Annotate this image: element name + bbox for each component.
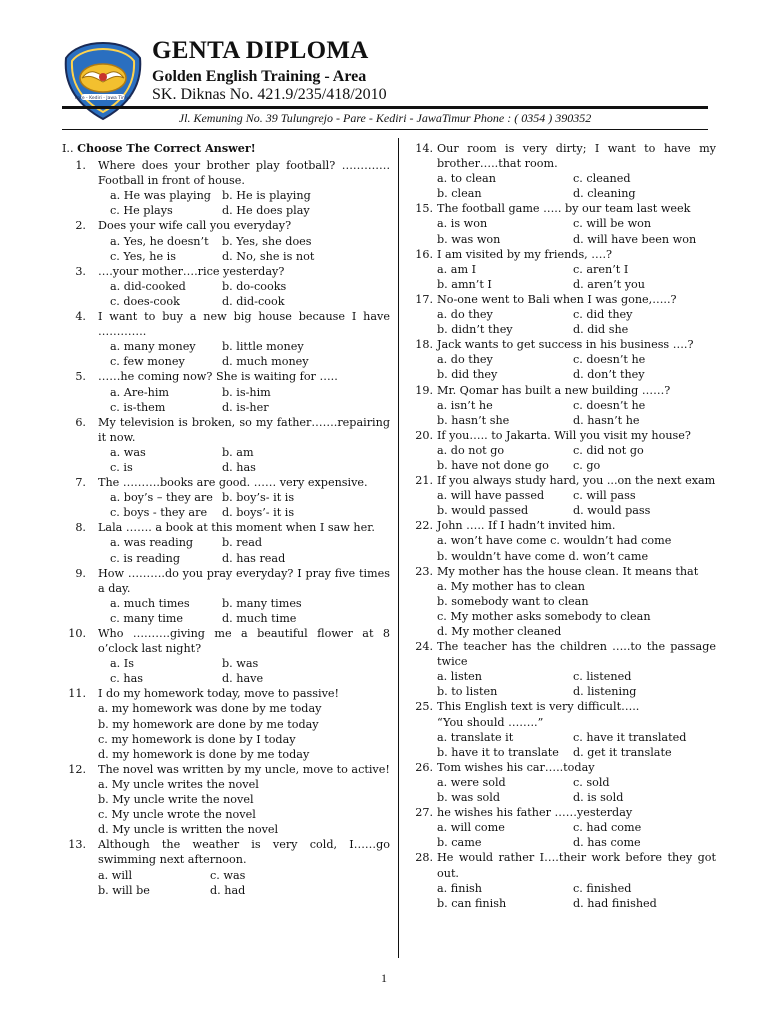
question-item: [62, 158, 390, 218]
answer-option: a. was: [110, 445, 146, 459]
question-number: 18.: [415, 338, 433, 352]
answer-option: c. is reading: [110, 551, 180, 565]
question-text: ….your mother….rice yesterday?: [98, 264, 285, 278]
answer-option: b. was: [222, 657, 259, 671]
question-row: [62, 218, 390, 233]
question-number: 9.: [75, 566, 86, 580]
answer-option: d. My uncle is written the novel: [98, 823, 279, 837]
answer-option: b. boy’s- it is: [222, 491, 295, 505]
question-number: 6.: [75, 415, 86, 429]
question-item: [62, 415, 390, 475]
question-item: [411, 639, 716, 699]
question-row: [411, 428, 716, 443]
question-text: he wishes his father ……yesterday: [437, 806, 633, 820]
right-column: [411, 141, 716, 911]
header-rule-thin: [62, 129, 708, 130]
question-item: [62, 475, 390, 520]
answer-options: [62, 385, 390, 415]
answer-option: a. do not go: [437, 443, 505, 457]
answer-option: d. would pass: [573, 504, 651, 518]
answer-option: b. was won: [437, 232, 501, 246]
answer-options: [62, 445, 390, 475]
question-number: 7.: [75, 476, 86, 490]
answer-option: a. He was playing: [110, 189, 211, 203]
question-row: [62, 837, 390, 867]
question-text: How ……….do you pray everyday? I pray five times a day.: [98, 566, 390, 595]
answer-options: [62, 490, 390, 520]
question-row: [62, 626, 390, 656]
question-row: [411, 639, 716, 669]
answer-options: [411, 730, 716, 760]
question-row: [411, 201, 716, 216]
answer-options: [411, 398, 716, 428]
answer-option: d. No, she is not: [222, 249, 315, 263]
answer-option: d. had finished: [573, 896, 657, 910]
answer-option: c. my homework is done by I today: [98, 732, 296, 746]
question-number: 8.: [75, 521, 86, 535]
question-text: Mr. Qomar has built a new building ……?: [437, 383, 671, 397]
answer-option: b. wouldn’t have come d. won’t came: [437, 549, 649, 563]
answer-option: d. much money: [222, 355, 309, 369]
question-text: I am visited by my friends, ….?: [437, 247, 613, 261]
question-number: 14.: [415, 142, 433, 155]
answer-option: d. cleaning: [573, 187, 636, 201]
answer-option: a. listen: [437, 670, 483, 684]
question-number: 26.: [415, 760, 433, 774]
question-item: [411, 760, 716, 805]
answer-option: a. will come: [437, 821, 505, 835]
question-text: Who ……….giving me a beautiful flower at 8 o’clock last night?: [98, 627, 390, 656]
question-number: 12.: [68, 762, 86, 776]
institution-address: Jl. Kemuning No. 39 Tulungrejo - Pare - Kediri - JawaTimur Phone : ( 0354 ) 390352: [178, 111, 592, 125]
answer-option: b. do-cooks: [222, 279, 287, 293]
answer-option: b. my homework are done by me today: [98, 717, 319, 731]
question-number: 17.: [415, 292, 433, 306]
question-row: [62, 520, 390, 535]
answer-options: [62, 656, 390, 686]
question-text: Jack wants to get success in his business ….?: [437, 338, 694, 352]
answer-option: a. was reading: [110, 536, 194, 550]
question-number: 13.: [68, 838, 86, 852]
answer-option: a. Yes, he doesn’t: [110, 234, 209, 248]
answer-option: b. read: [222, 536, 263, 550]
answer-option: a. is won: [437, 217, 488, 231]
question-item: [62, 309, 390, 369]
answer-option: c. listened: [573, 670, 632, 684]
answer-option: d. boys’- it is: [222, 506, 295, 520]
question-row: [411, 292, 716, 307]
answer-option: d. had: [210, 883, 246, 897]
question-item: [62, 566, 390, 626]
answer-options: [411, 488, 716, 518]
answer-option: c. has: [110, 672, 143, 686]
question-row: [411, 383, 716, 398]
answer-option: a. am I: [437, 262, 477, 276]
answer-option: a. boy’s – they are: [110, 491, 213, 505]
column-divider: [398, 138, 399, 958]
answer-options: [411, 669, 716, 699]
question-text: ……he coming now? She is waiting for …..: [98, 370, 338, 384]
question-text: The novel was written by my uncle, move to active!: [98, 762, 390, 776]
question-number: 19.: [415, 383, 433, 397]
answer-option: d. my homework is done by me today: [98, 747, 310, 761]
answer-option: b. little money: [222, 340, 304, 354]
question-item: [62, 686, 390, 761]
answer-option: b. will be: [98, 883, 150, 897]
answer-option: d. have: [222, 672, 264, 686]
answer-option: c. will be won: [573, 217, 652, 231]
section-title: Choose The Correct Answer!: [77, 141, 256, 155]
question-number: 27.: [415, 806, 433, 820]
answer-option: d. get it translate: [573, 745, 672, 759]
question-text: Where does your brother play football? …………. Football in front of house.: [98, 159, 390, 188]
question-text: The football game ….. by our team last week: [437, 202, 691, 216]
answer-option: a. did-cooked: [110, 279, 186, 293]
answer-option: c. aren’t I: [573, 262, 629, 276]
answer-option: b. many times: [222, 596, 302, 610]
question-row: [411, 699, 716, 714]
answer-options: [411, 171, 716, 201]
question-text: The ……….books are good. …… very expensive.: [98, 476, 368, 490]
answer-option: d. hasn’t he: [573, 413, 640, 427]
section-number: I..: [62, 142, 74, 155]
answer-option: a. finish: [437, 881, 482, 895]
letterhead: [0, 0, 768, 135]
question-row: [62, 158, 390, 188]
answer-options: [411, 216, 716, 246]
header-rule: [62, 106, 708, 109]
answer-option: a. isn’t he: [437, 398, 493, 412]
question-text: The teacher has the children …..to the passage twice: [437, 640, 716, 669]
question-number: 28.: [415, 851, 433, 865]
institution-subtitle: Golden English Training - Area: [152, 68, 367, 85]
question-text: My mother has the house clean. It means that: [437, 564, 699, 578]
question-row: [411, 473, 716, 488]
answer-option: c. have it translated: [573, 730, 687, 744]
question-number: 3.: [75, 264, 86, 278]
svg-text:Pare - Kediri - Jawa Timur: Pare - Kediri - Jawa Timur: [74, 96, 132, 101]
answer-option: b. He is playing: [222, 189, 311, 203]
answer-option: c. doesn’t he: [573, 353, 646, 367]
question-number: 5.: [75, 370, 86, 384]
answer-options: [62, 535, 390, 565]
question-text: I want to buy a new big house because I have ………….: [98, 310, 390, 339]
question-row: [62, 264, 390, 279]
question-text: Does your wife call you everyday?: [98, 219, 292, 233]
answer-options: [411, 443, 716, 473]
question-item: [411, 383, 716, 428]
answer-option: c. does-cook: [110, 294, 180, 308]
answer-option: d. will have been won: [573, 232, 697, 246]
question-item: [62, 762, 390, 837]
answer-option: c. had come: [573, 821, 642, 835]
question-text: Lala ……. a book at this moment when I saw her.: [98, 521, 375, 535]
answer-option: d. aren’t you: [573, 277, 645, 291]
answer-option: c. will pass: [573, 489, 636, 503]
question-row: [62, 415, 390, 445]
question-item: [411, 850, 716, 910]
question-row: [411, 850, 716, 880]
answer-option: c. doesn’t he: [573, 398, 646, 412]
question-number: 16.: [415, 247, 433, 261]
question-row: [411, 805, 716, 820]
question-row: [411, 337, 716, 352]
question-text: This English text is very difficult…..: [437, 700, 640, 714]
question-text: My television is broken, so my father…….repairing it now.: [98, 415, 390, 444]
question-item: [411, 699, 716, 759]
answer-option: “You should ……..”: [437, 715, 544, 729]
answer-option: b. My uncle write the novel: [98, 793, 254, 807]
answer-options: [411, 307, 716, 337]
answer-option: b. Yes, she does: [222, 234, 312, 248]
question-number: 11.: [68, 687, 86, 701]
answer-options: [62, 279, 390, 309]
answer-option: c. My uncle wrote the novel: [98, 808, 256, 822]
question-number: 2.: [75, 219, 86, 233]
answer-option: d. is sold: [573, 791, 624, 805]
answer-option: a. Are-him: [110, 385, 170, 399]
question-row: [411, 564, 716, 579]
answer-options: [411, 352, 716, 382]
question-item: [411, 292, 716, 337]
question-item: [411, 805, 716, 850]
question-item: [62, 264, 390, 309]
question-item: [411, 473, 716, 518]
question-row: [411, 518, 716, 533]
answer-options: [62, 868, 390, 898]
answer-option: d. did-cook: [222, 294, 285, 308]
answer-option: d. is-her: [222, 400, 269, 414]
answer-option: a. Is: [110, 657, 134, 671]
answer-option: a. do they: [437, 308, 493, 322]
section-heading: [62, 141, 390, 156]
question-text: No-one went to Bali when I was gone,…..?: [437, 292, 677, 306]
answer-option: b. would passed: [437, 504, 529, 518]
answer-option: c. few money: [110, 355, 185, 369]
question-text: He would rather I….their work before they got out.: [437, 851, 716, 880]
answer-option: a. My mother has to clean: [437, 579, 585, 593]
answer-options: [62, 596, 390, 626]
answer-option: d. has: [222, 460, 256, 474]
question-row: [62, 309, 390, 339]
answer-option: a. won’t have come c. wouldn’t had come: [437, 534, 672, 548]
question-text: I do my homework today, move to passive!: [98, 687, 340, 701]
answer-option: a. to clean: [437, 172, 496, 186]
answer-option: b. clean: [437, 187, 482, 201]
question-text: If you….. to Jakarta. Will you visit my house?: [437, 428, 691, 442]
left-column: [62, 141, 390, 898]
question-row: [62, 475, 390, 490]
question-item: [411, 141, 716, 201]
answer-options: [411, 775, 716, 805]
question-item: [62, 520, 390, 565]
question-text: John ….. If I hadn’t invited him.: [437, 519, 616, 533]
answer-option: b. amn’t I: [437, 277, 492, 291]
question-number: 4.: [75, 310, 86, 324]
question-number: 20.: [415, 428, 433, 442]
answer-option: d. has read: [222, 551, 286, 565]
question-number: 10.: [68, 627, 86, 640]
question-text: Tom wishes his car…..today: [437, 760, 595, 774]
answer-option: b. hasn’t she: [437, 413, 510, 427]
answer-option: d. did she: [573, 323, 629, 337]
answer-options: [411, 262, 716, 292]
answer-option: d. listening: [573, 685, 637, 699]
question-number: 15.: [415, 202, 433, 216]
question-item: [62, 218, 390, 263]
answer-option: a. my homework was done by me today: [98, 702, 322, 716]
answer-option: a. will: [98, 868, 133, 882]
question-item: [411, 518, 716, 563]
answer-option: c. go: [573, 458, 601, 472]
answer-option: c. He plays: [110, 204, 173, 218]
answer-option: a. My uncle writes the novel: [98, 777, 259, 791]
answer-options: [62, 339, 390, 369]
question-row: [62, 566, 390, 596]
answer-option: a. will have passed: [437, 489, 545, 503]
answer-option: c. is-them: [110, 400, 166, 414]
answer-option: a. do they: [437, 353, 493, 367]
question-text: If you always study hard, you ...on the next exam: [437, 474, 716, 488]
answer-option: c. is: [110, 460, 133, 474]
answer-option: d. don’t they: [573, 368, 645, 382]
question-item: [62, 837, 390, 897]
answer-options: [411, 881, 716, 911]
question-item: [411, 564, 716, 639]
answer-option: c. cleaned: [573, 172, 631, 186]
question-row: [411, 247, 716, 262]
answer-option: b. to listen: [437, 685, 498, 699]
license-number: SK. Diknas No. 421.9/235/418/2010: [152, 86, 387, 103]
question-item: [62, 626, 390, 686]
answer-option: c. Yes, he is: [110, 249, 176, 263]
answer-option: b. am: [222, 445, 254, 459]
answer-option: b. came: [437, 836, 482, 850]
question-item: [411, 428, 716, 473]
question-number: 23.: [415, 564, 433, 578]
question-row: [62, 686, 390, 701]
question-number: 1.: [75, 159, 86, 173]
answer-option: b. did they: [437, 368, 498, 382]
answer-option: a. many money: [110, 340, 196, 354]
question-item: [411, 337, 716, 382]
answer-option: d. He does play: [222, 204, 310, 218]
answer-option: c. sold: [573, 775, 610, 789]
question-item: [411, 247, 716, 292]
answer-option: a. were sold: [437, 775, 506, 789]
question-number: 21.: [415, 474, 433, 488]
answer-option: c. finished: [573, 881, 632, 895]
answer-option: c. did not go: [573, 443, 644, 457]
question-text: Although the weather is very cold, I……go swimming next afternoon.: [98, 838, 390, 867]
answer-option: c. was: [210, 868, 246, 882]
answer-option: a. translate it: [437, 730, 514, 744]
question-row: [62, 762, 390, 777]
question-row: [62, 369, 390, 384]
page-number: 1: [381, 971, 387, 985]
question-row: [411, 141, 716, 171]
answer-options: [411, 820, 716, 850]
answer-option: b. is-him: [222, 385, 271, 399]
answer-option: a. much times: [110, 596, 190, 610]
institution-title: GENTA DIPLOMA: [152, 37, 369, 64]
answer-option: b. didn’t they: [437, 323, 513, 337]
answer-option: b. can finish: [437, 896, 507, 910]
answer-option: d. much time: [222, 611, 297, 625]
answer-option: c. boys - they are: [110, 506, 208, 520]
question-text: Our room is very dirty; I want to have my brother…..that room.: [437, 142, 716, 171]
answer-options: [62, 234, 390, 264]
question-row: [411, 760, 716, 775]
question-item: [411, 201, 716, 246]
answer-option: c. many time: [110, 611, 184, 625]
answer-option: b. have not done go: [437, 458, 549, 472]
answer-option: b. somebody want to clean: [437, 594, 589, 608]
question-number: 24.: [415, 640, 433, 654]
question-item: [62, 369, 390, 414]
question-number: 22.: [415, 519, 433, 533]
answer-options: [62, 188, 390, 218]
answer-option: d. has come: [573, 836, 641, 850]
question-number: 25.: [415, 700, 433, 714]
answer-option: b. have it to translate: [437, 745, 559, 759]
answer-option: c. My mother asks somebody to clean: [437, 609, 651, 623]
answer-option: c. did they: [573, 308, 633, 322]
answer-option: d. My mother cleaned: [437, 625, 562, 638]
answer-option: b. was sold: [437, 791, 501, 805]
